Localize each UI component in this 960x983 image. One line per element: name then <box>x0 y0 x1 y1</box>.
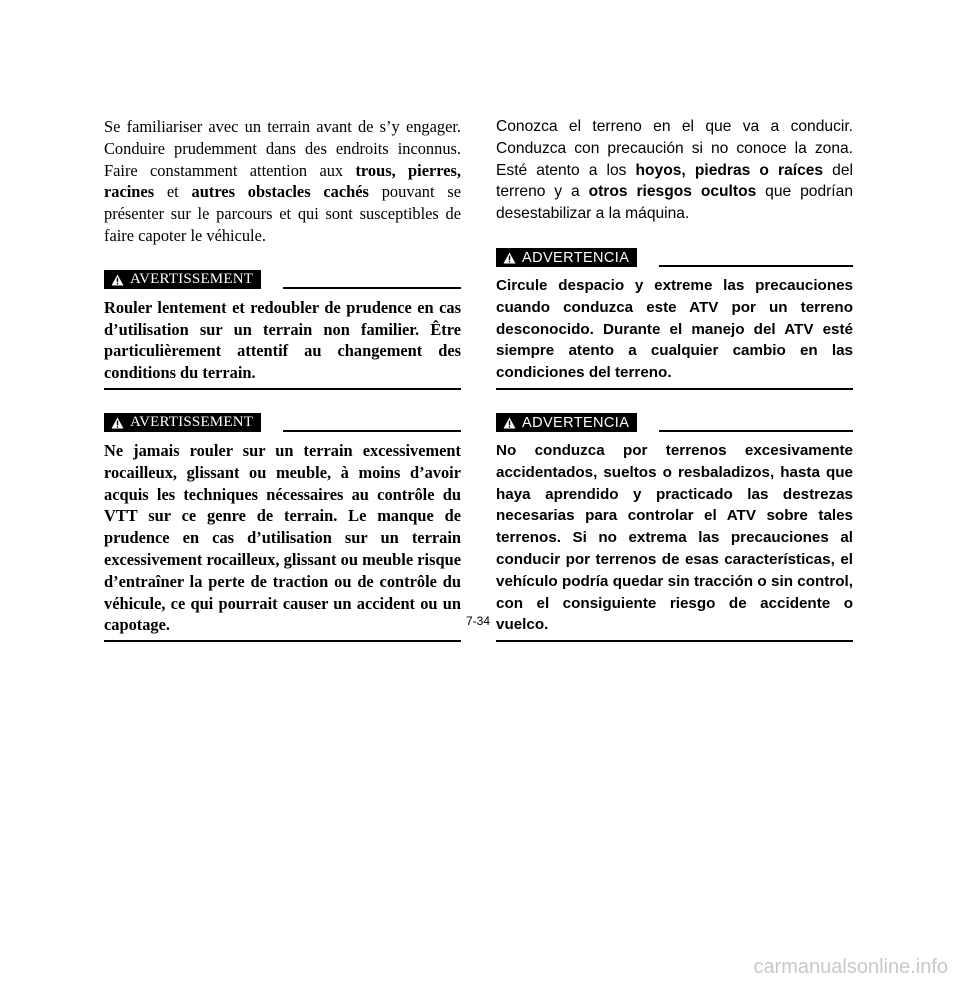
intro-bold-text: hoyos, piedras o raíces <box>635 161 824 179</box>
warning-triangle-icon <box>111 274 124 286</box>
warning-triangle-icon <box>503 252 516 264</box>
warning-rule <box>659 265 853 267</box>
warning-text: Ne jamais rouler sur un terrain excessivement rocailleux, glissant ou meuble, à moins d’avoir acquis les techniques nécessaires au contrôle du VTT sur ce genre de terrain. Le manque de prudence en cas d’utilisation sur un terrain excessivement rocailleux, glissant ou meuble risque d’entraîner la perte de traction ou de contrôle du véhicule, ce qui pourrait causer un accident ou un capotage. <box>104 440 461 642</box>
french-warning-2 <box>104 412 461 642</box>
warning-badge <box>104 413 261 432</box>
spanish-warning-2 <box>496 412 853 642</box>
intro-bold-text: otros riesgos ocultos <box>588 183 757 201</box>
warning-rule <box>283 287 461 289</box>
warning-header <box>496 247 853 269</box>
french-column <box>104 116 461 642</box>
page-number: 7-34 <box>466 614 491 628</box>
warning-label: AVERTISSEMENT <box>130 271 254 288</box>
watermark: carmanualsonline.info <box>753 956 948 978</box>
warning-badge <box>496 248 637 267</box>
warning-text: No conduzca por terrenos excesivamente accidentados, sueltos o resbaladizos, hasta que haya aprendido y practicado las destrezas necesarias para controlar el ATV sobre tales terrenos. Si no extrema las precauciones al conducir por terrenos de esas características, el vehículo podría quedar sin tracción o sin control, con el consiguiente riesgo de accidente o vuelco. <box>496 440 853 642</box>
warning-triangle-icon <box>503 417 516 429</box>
warning-badge <box>104 270 261 289</box>
intro-text: Conozca el terreno en el que va a conducir. Conduzca con precaución si no conoce la zona. Esté atento a los <box>496 118 853 179</box>
intro-text: et <box>154 182 192 202</box>
french-intro-paragraph <box>104 116 461 247</box>
intro-text: Se familiariser avec un terrain avant de s’y engager. Conduire prudemment dans des endroits inconnus. Faire constamment attention aux <box>104 117 461 180</box>
spanish-intro-paragraph <box>496 116 853 225</box>
french-warning-1 <box>104 269 461 390</box>
warning-rule <box>659 430 853 432</box>
warning-text: Circule despacio y extreme las precauciones cuando conduzca este ATV por un terreno desconocido. Durante el manejo del ATV esté siempre atento a cualquier cambio en las condiciones del terreno. <box>496 275 853 390</box>
intro-bold-text: autres obstacles cachés <box>191 182 369 202</box>
warning-label: ADVERTENCIA <box>522 249 630 266</box>
warning-header <box>104 412 461 434</box>
spanish-warning-1 <box>496 247 853 390</box>
intro-text: del terreno y a <box>496 161 853 201</box>
intro-text: que podrían desestabilizar a la máquina. <box>496 183 853 223</box>
intro-bold-text: trous, pierres, racines <box>104 160 461 202</box>
warning-header <box>104 269 461 291</box>
warning-rule <box>283 430 461 432</box>
spanish-column <box>496 116 853 642</box>
warning-triangle-icon <box>111 417 124 429</box>
warning-header <box>496 412 853 434</box>
warning-badge <box>496 413 637 432</box>
intro-text: pouvant se présenter sur le parcours et qui sont susceptibles de faire capoter le véhicule. <box>104 182 462 245</box>
warning-label: ADVERTENCIA <box>522 414 630 431</box>
warning-label: AVERTISSEMENT <box>130 414 254 431</box>
warning-text: Rouler lentement et redoubler de prudence en cas d’utilisation sur un terrain non familier. Être particulièrement attentif au changement des conditions du terrain. <box>104 297 461 390</box>
